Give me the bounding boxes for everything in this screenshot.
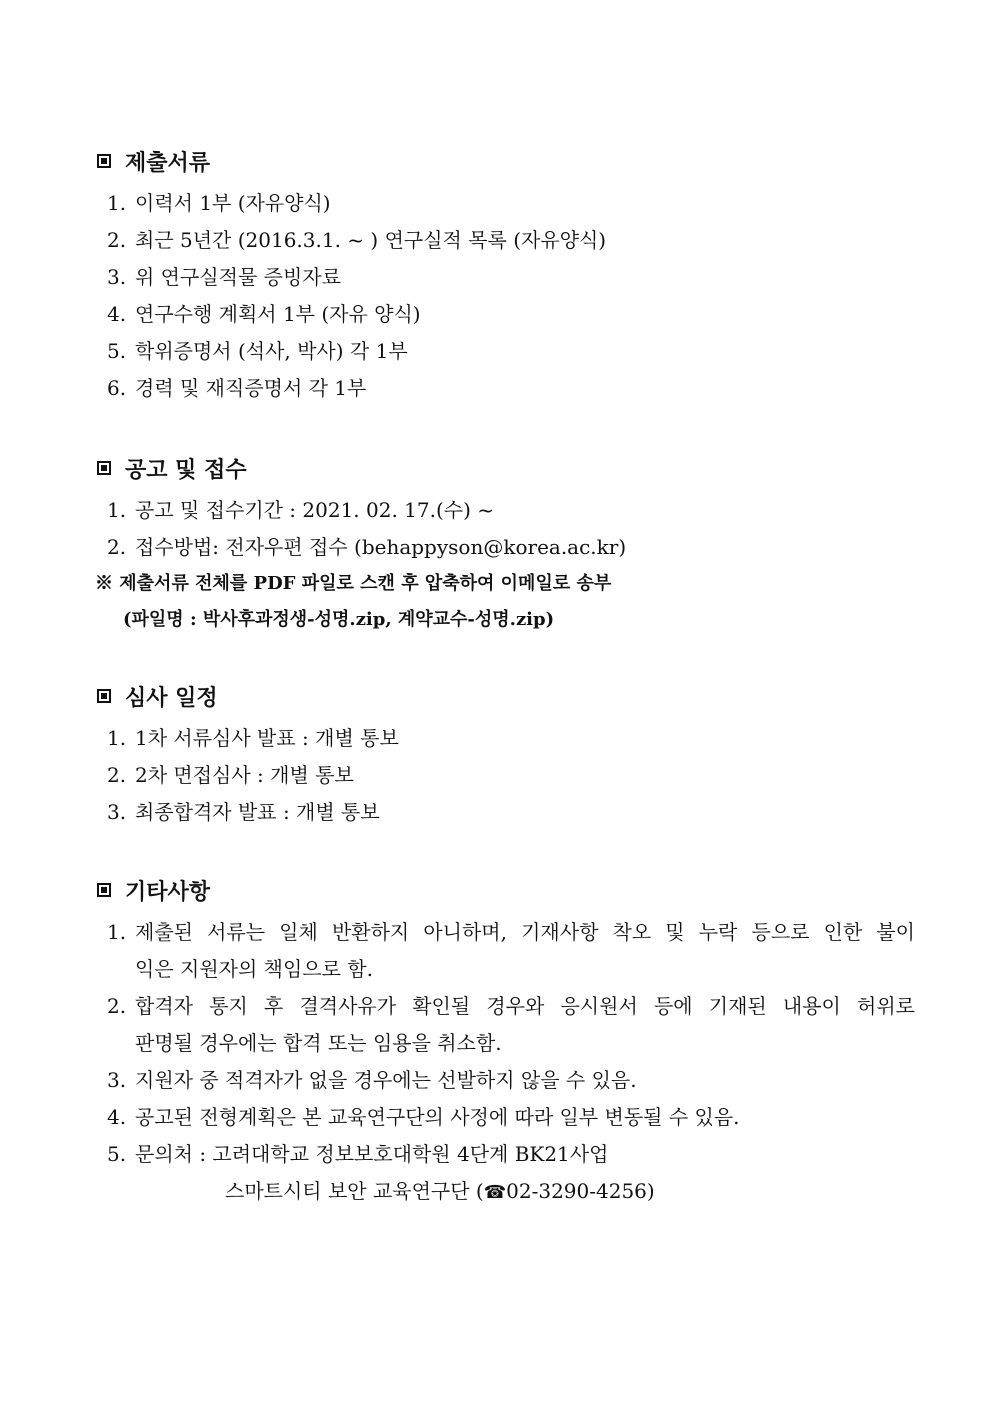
- note: ※ 제출서류 전체를 PDF 파일로 스캔 후 압축하여 이메일로 송부: [95, 573, 612, 594]
- list-item: 2. 최근 5년간 (2016.3.1. ~ ) 연구실적 목록 (자유양식): [107, 228, 607, 252]
- square-bullet-icon: [97, 689, 111, 703]
- section-title: 기타사항: [125, 878, 211, 905]
- list-item: 1. 1차 서류심사 발표 : 개별 통보: [107, 726, 399, 750]
- reference-mark-icon: ※: [95, 573, 113, 594]
- note-continuation: (파일명 : 박사후과정생-성명.zip, 계약교수-성명.zip): [123, 609, 555, 630]
- contact-line: 스마트시티 보안 교육연구단 (☎02-3290-4256): [225, 1179, 655, 1203]
- list-item: 1. 제출된 서류는 일체 반환하지 아니하며, 기재사항 착오 및 누락 등으로 인한 불이: [107, 920, 915, 944]
- square-bullet-icon: [97, 461, 111, 475]
- list-item: 2. 합격자 통지 후 결격사유가 확인될 경우와 응시원서 등에 기재된 내용이 허위로: [107, 994, 915, 1018]
- section-title: 공고 및 접수: [125, 456, 247, 483]
- list-item: 2. 접수방법: 전자우편 접수 (behappyson@korea.ac.kr): [107, 535, 627, 559]
- list-item: 3. 최종합격자 발표 : 개별 통보: [107, 800, 380, 824]
- list-item: 1. 공고 및 접수기간 : 2021. 02. 17.(수) ~: [107, 498, 495, 522]
- square-bullet-icon: [97, 883, 111, 897]
- list-item-continuation: 판명될 경우에는 합격 또는 임용을 취소함.: [135, 1031, 502, 1055]
- section-announcement-reception: [95, 455, 915, 638]
- list-item: 4. 연구수행 계획서 1부 (자유 양식): [107, 302, 421, 326]
- list-item: 6. 경력 및 재직증명서 각 1부: [107, 376, 367, 400]
- list-item: 3. 지원자 중 적격자가 없을 경우에는 선발하지 않을 수 있음.: [107, 1068, 637, 1092]
- list-item: 4. 공고된 전형계획은 본 교육연구단의 사정에 따라 일부 변동될 수 있음.: [107, 1105, 740, 1129]
- section-review-schedule: [95, 683, 915, 831]
- phone-icon: ☎: [483, 1182, 507, 1203]
- list-item: 5. 문의처 : 고려대학교 정보보호대학원 4단계 BK21사업: [107, 1142, 609, 1166]
- list-item: 1. 이력서 1부 (자유양식): [107, 191, 331, 215]
- section-title: 제출서류: [125, 149, 211, 176]
- list-item: 5. 학위증명서 (석사, 박사) 각 1부: [107, 339, 408, 363]
- section-submission-documents: [95, 148, 915, 407]
- list-item: 3. 위 연구실적물 증빙자료: [107, 265, 341, 289]
- list-item-continuation: 익은 지원자의 책임으로 함.: [135, 957, 373, 981]
- list-item: 2. 2차 면접심사 : 개별 통보: [107, 763, 354, 787]
- square-bullet-icon: [97, 154, 111, 168]
- phone-number: 02-3290-4256): [506, 1179, 655, 1203]
- section-title: 심사 일정: [125, 684, 218, 711]
- section-other-matters: [95, 877, 915, 1211]
